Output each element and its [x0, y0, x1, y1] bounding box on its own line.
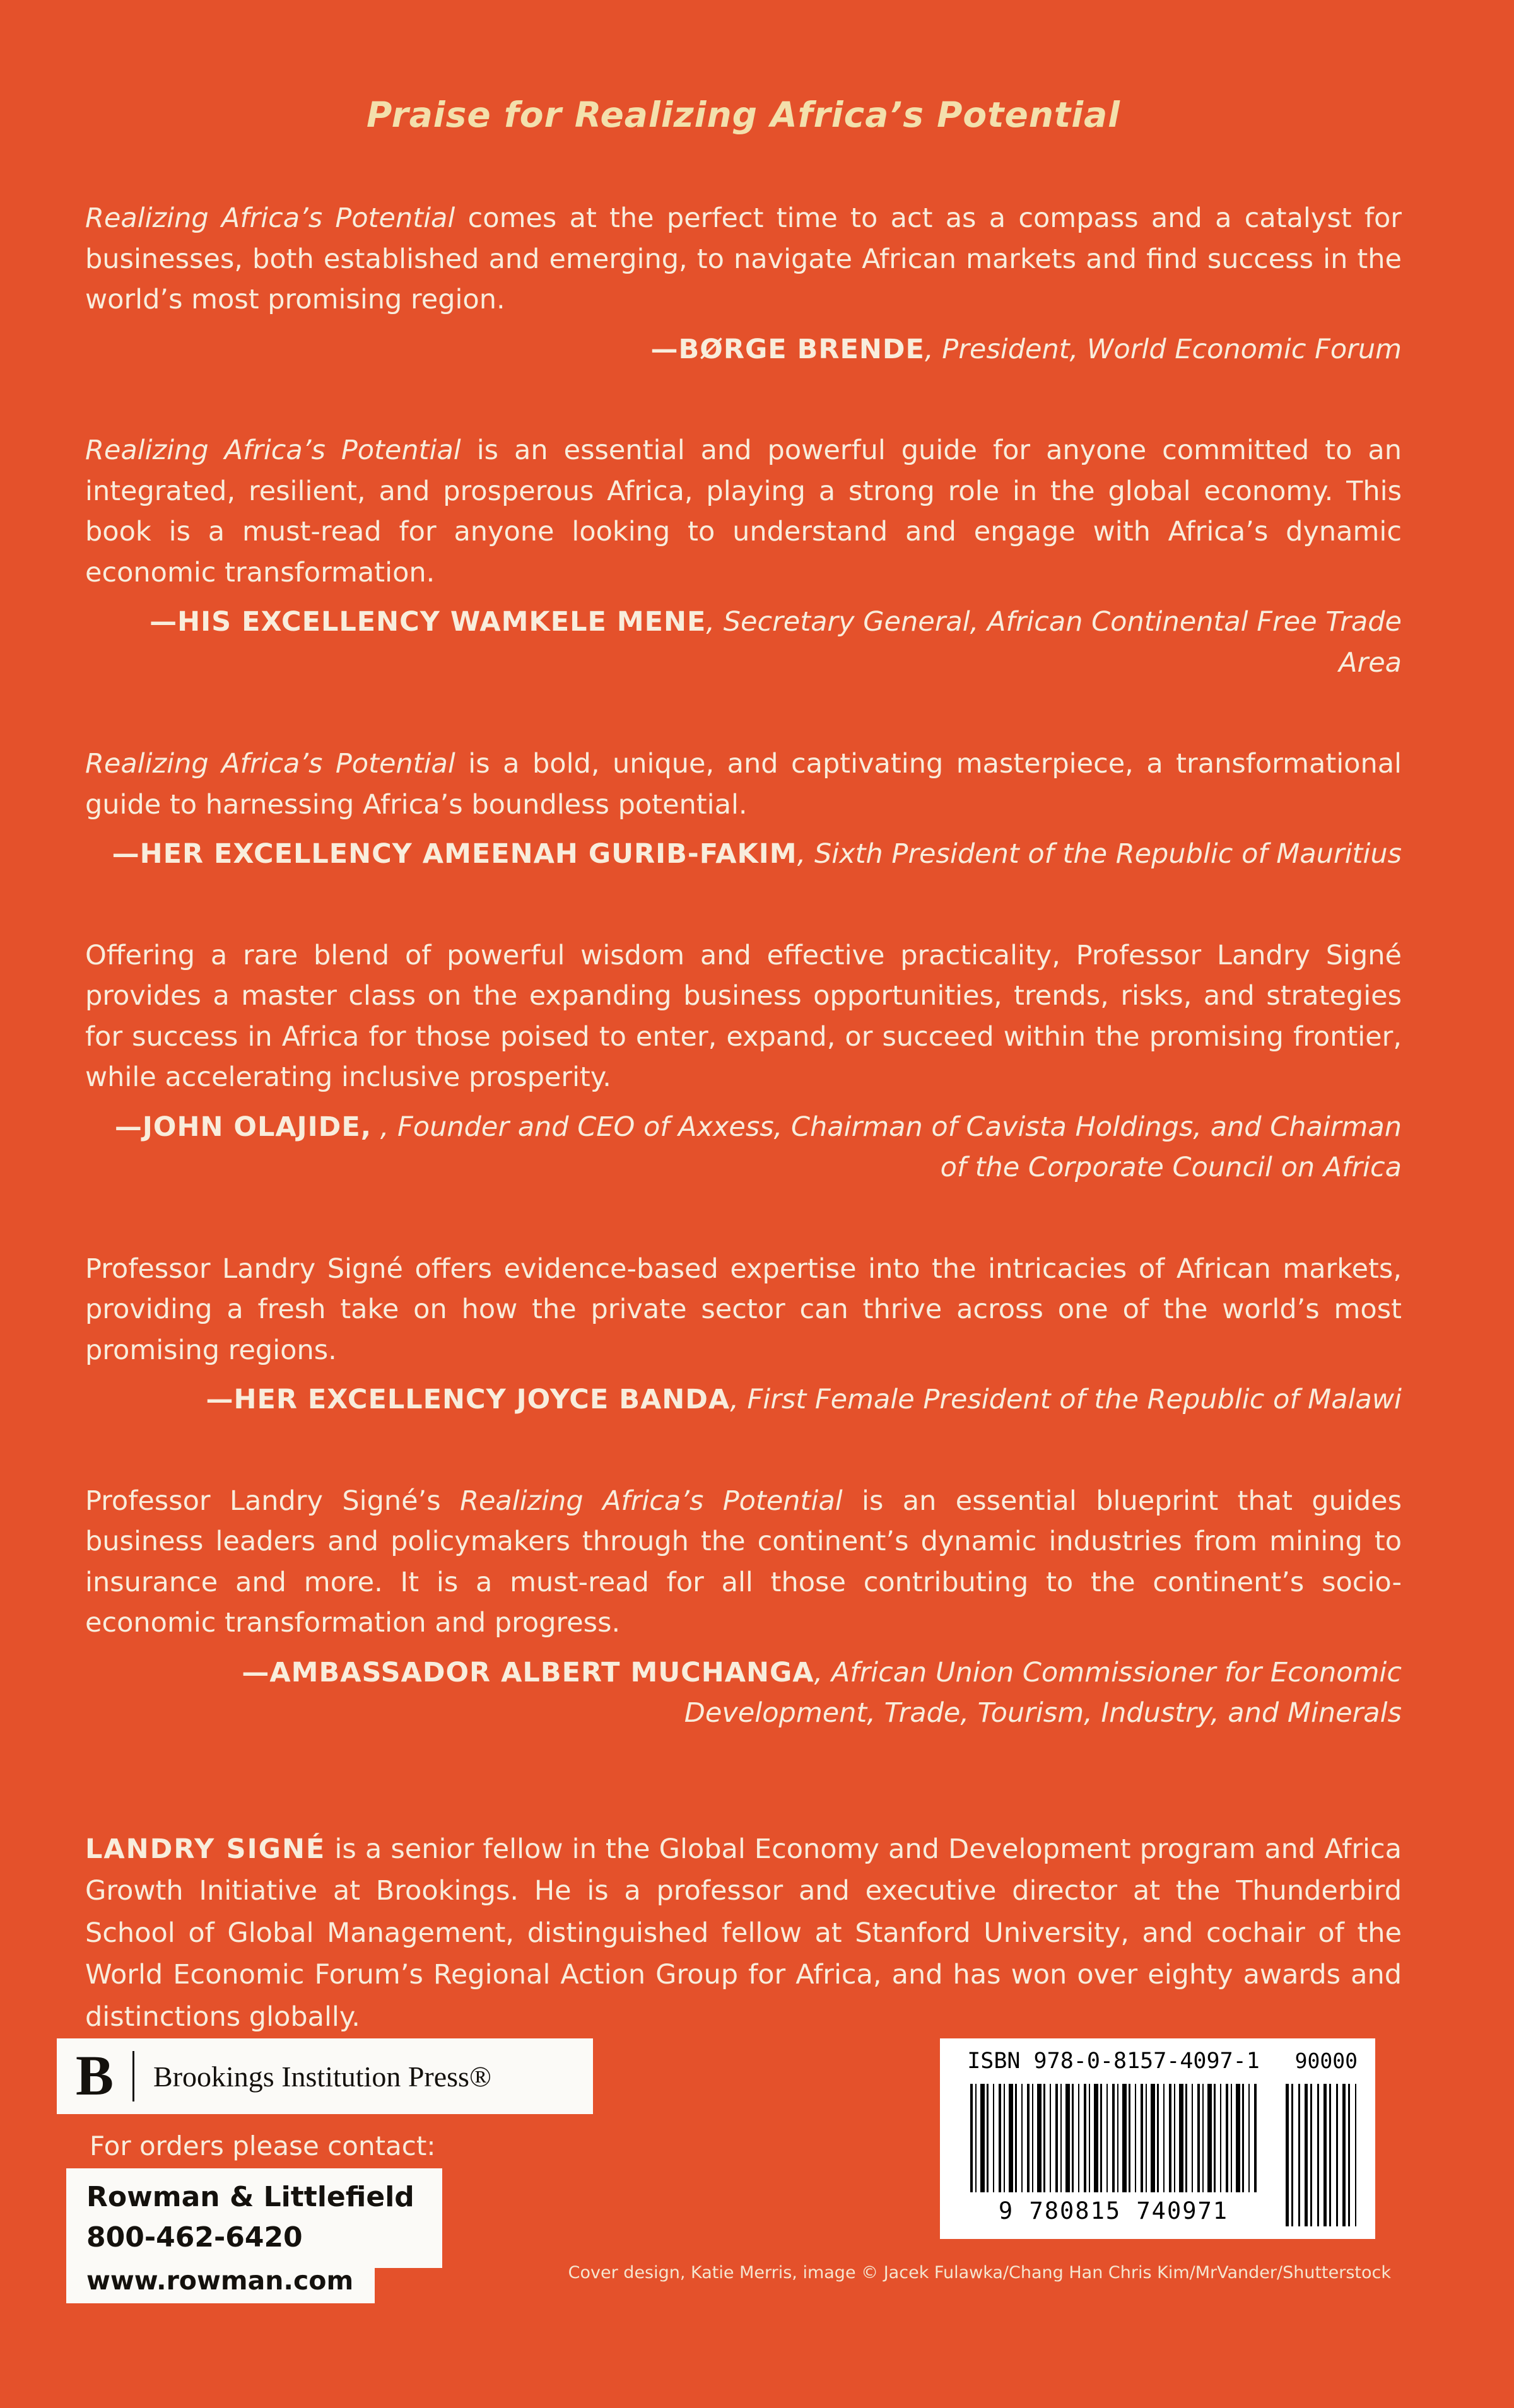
- cover-credit: Cover design, Katie Merris, image © Jacek Fulawka/Chang Han Chris Kim/MrVander/Shutterstock: [568, 2263, 1391, 2282]
- orders-phone: 800-462-6420: [86, 2221, 303, 2253]
- blurb-quote: [85, 935, 1402, 1098]
- attribution-role: , First Female President of the Republic of Malawi: [730, 1384, 1402, 1415]
- quote-text: is an essential blueprint that guides business leaders and policymakers through the continent’s dynamic industries from mining to insurance and more. It is a must-read for all those contributing to the continent’s socio-economic transformation and progress.: [85, 1485, 1402, 1639]
- blurb-gurib-fakim: [85, 744, 1402, 875]
- attribution-role: , President, World Economic Forum: [924, 333, 1402, 365]
- quote-text: is an essential and powerful guide for anyone committed to an integrated, resilient, and prosperous Africa, playing a strong role in the global economy. This book is a must-read for anyone looking to understand and engage with Africa’s dynamic economic transformation.: [85, 435, 1402, 588]
- quote-pre: Professor Landry Signé’s: [85, 1485, 461, 1517]
- blurb-quote: [85, 744, 1402, 825]
- attribution-name: —AMBASSADOR ALBERT MUCHANGA: [242, 1656, 814, 1688]
- quote-book-title: Realizing Africa’s Potential: [85, 748, 455, 780]
- orders-website: www.rowman.com: [86, 2265, 354, 2296]
- orders-company: Rowman & Littlefield: [86, 2181, 414, 2213]
- blurb-mene: [85, 430, 1402, 683]
- blurb-attribution: [85, 602, 1402, 683]
- attribution-role: , Sixth President of the Republic of Mauritius: [797, 838, 1402, 870]
- attribution-role: , Founder and CEO of Axxess, Chairman of Cavista Holdings, and Chairman of the Corporate Council on Africa: [372, 1111, 1402, 1183]
- isbn-label: ISBN 978-0-8157-4097-1: [967, 2049, 1260, 2074]
- attribution-name: —JOHN OLAJIDE,: [114, 1111, 372, 1143]
- blurb-attribution: [85, 329, 1402, 370]
- barcode-price-code: 90000: [1294, 2049, 1358, 2073]
- barcode-panel: [940, 2038, 1375, 2239]
- blurb-attribution: [85, 1107, 1402, 1188]
- blurb-quote: [85, 1249, 1402, 1371]
- attribution-name: —BØRGE BRENDE: [650, 333, 925, 365]
- blurb-quote: [85, 1481, 1402, 1644]
- orders-website-panel: [66, 2260, 375, 2303]
- page-title: [85, 95, 1402, 135]
- barcode-digits: 9 780815 740971: [998, 2197, 1229, 2224]
- author-bio: [85, 1828, 1402, 2038]
- barcode-icon: [970, 2084, 1257, 2192]
- publisher-name: Brookings Institution Press®: [153, 2060, 491, 2093]
- quote-text: comes at the perfect time to act as a compass and a catalyst for businesses, both established and emerging, to navigate African markets and find success in the world’s most promising region.: [85, 202, 1402, 315]
- attribution-role: , Secretary General, African Continental Free Trade Area: [706, 606, 1402, 679]
- publisher-panel: [57, 2038, 593, 2114]
- attribution-name: —HER EXCELLENCY JOYCE BANDA: [206, 1384, 731, 1415]
- logo-divider: [132, 2051, 134, 2101]
- blurb-olajide: [85, 935, 1402, 1188]
- blurb-quote: [85, 430, 1402, 593]
- barcode-addon-icon: [1286, 2084, 1356, 2226]
- attribution-name: —HER EXCELLENCY AMEENAH GURIB-FAKIM: [112, 838, 797, 870]
- orders-heading: For orders please contact:: [90, 2130, 436, 2161]
- author-name: LANDRY SIGNÉ: [85, 1833, 326, 1865]
- quote-book-title: Realizing Africa’s Potential: [85, 202, 455, 234]
- brookings-logo-icon: B: [76, 2045, 114, 2107]
- blurb-attribution: [85, 834, 1402, 875]
- blurb-banda: [85, 1249, 1402, 1420]
- blurb-attribution: [85, 1652, 1402, 1734]
- quote-text: is a bold, unique, and captivating masterpiece, a transformational guide to harnessing Africa’s boundless potential.: [85, 748, 1402, 821]
- blurb-muchanga: [85, 1481, 1402, 1734]
- quote-book-title: Realizing Africa’s Potential: [460, 1485, 843, 1517]
- quote-text: Offering a rare blend of powerful wisdom and effective practicality, Professor Landry Signé provides a master class on the expanding business opportunities, trends, risks, and strategies for success in Africa for those poised to enter, expand, or succeed within the promising frontier, while accelerating inclusive prosperity.: [85, 939, 1402, 1093]
- page-title-book-name: Realizing Africa’s Potential: [574, 95, 1121, 135]
- quote-text: Professor Landry Signé offers evidence-based expertise into the intricacies of African markets, providing a fresh take on how the private sector can thrive across one of the world’s most promising regions.: [85, 1253, 1402, 1366]
- attribution-role: , African Union Commissioner for Economic Development, Trade, Tourism, Industry, and Minerals: [684, 1656, 1402, 1729]
- attribution-name: —HIS EXCELLENCY WAMKELE MENE: [150, 606, 707, 638]
- blurb-quote: [85, 198, 1402, 320]
- quote-book-title: Realizing Africa’s Potential: [85, 435, 461, 466]
- author-bio-text: is a senior fellow in the Global Economy and Development program and Africa Growth Initiative at Brookings. He is a professor and executive director at the Thunderbird School of Global Management, distinguished fellow at Stanford University, and cochair of the World Economic Forum’s Regional Action Group for Africa, and has won over eighty awards and distinctions globally.: [85, 1833, 1402, 2033]
- page-title-prefix: Praise for: [366, 95, 575, 135]
- blurb-brende: [85, 198, 1402, 370]
- blurb-attribution: [85, 1379, 1402, 1420]
- orders-contact-panel: [66, 2168, 442, 2268]
